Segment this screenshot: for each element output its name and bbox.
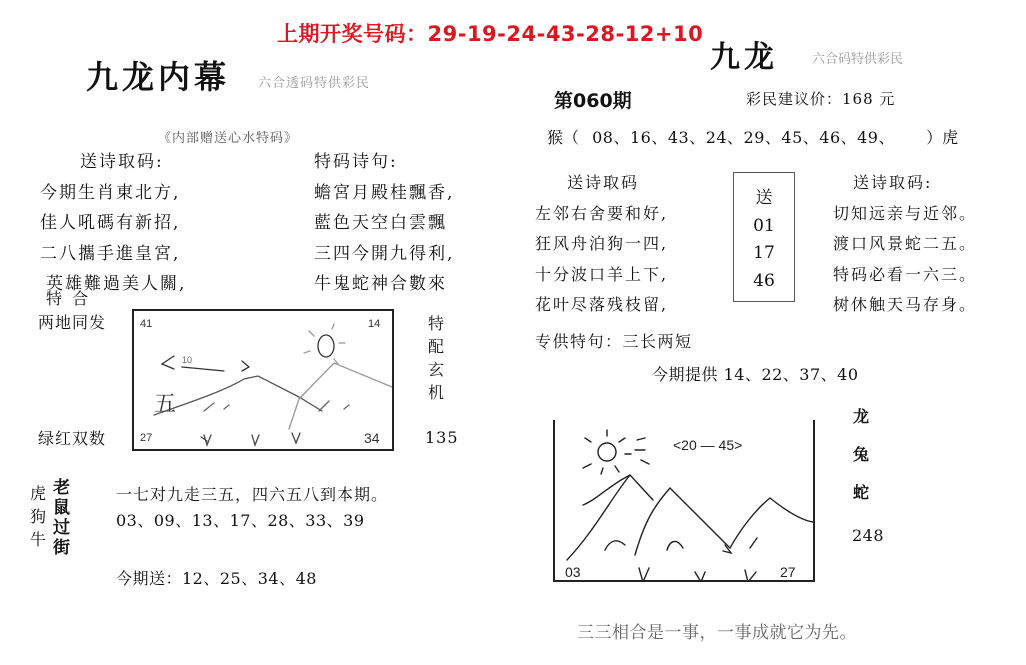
send-number-box: [733, 172, 795, 302]
right-side-vertical: [853, 398, 869, 512]
poem-heading: 特码诗句:: [314, 152, 398, 172]
zodiac-start: 猴（: [547, 128, 580, 147]
side-char: 兔: [853, 445, 870, 464]
side-char: 特: [428, 314, 445, 333]
poem-line: 树休触天马存身。: [833, 295, 978, 314]
right-subtitle: 六合码特供彩民: [812, 52, 904, 67]
poem-line: 花叶尽落残枝留,: [535, 295, 669, 314]
poem-heading: 送诗取码:: [853, 173, 933, 192]
row-top-label: 两地同发: [38, 313, 107, 332]
last-draw-label: 上期开奖号码：: [277, 22, 428, 46]
poem-line: 牛鬼蛇神合數來: [314, 274, 447, 294]
poem-line: 狂风舟泊狗一四,: [535, 234, 669, 253]
suggested-price: 彩民建议价：168 元: [746, 90, 896, 108]
last-draw-banner: [277, 18, 703, 48]
left-poem-send: [40, 147, 186, 300]
poem-heading: 送诗取码:: [80, 152, 164, 172]
left-section-title: 《内部赠送心水特码》: [158, 131, 299, 146]
last-draw-numbers: 29-19-24-43-28-12+10: [427, 22, 704, 46]
special-label: 特 合: [46, 289, 89, 308]
rhyme-char: 虎: [30, 484, 47, 503]
poem-line: 蟾宮月殿桂飄香,: [314, 182, 455, 203]
left-side-vertical: [428, 312, 444, 404]
send-box-number: 17: [753, 243, 775, 264]
provide-line: 今期提供 14、22、37、40: [652, 365, 859, 384]
send-line: 今期送：12、25、34、48: [116, 569, 317, 588]
rhyme-line2: 03、09、13、17、28、33、39: [116, 511, 365, 530]
poem-line: 特码必看一六三。: [833, 264, 978, 284]
poem-line: 二八攜手進皇宮,: [40, 243, 181, 264]
rhyme-col2: [53, 478, 70, 558]
rhyme-char: 街: [53, 538, 70, 558]
poem-line: 左邻右舍要和好,: [535, 203, 669, 223]
right-sketch-drawing: [555, 420, 813, 580]
sketch-corner-tr: 14: [368, 318, 381, 330]
right-sketch: [553, 420, 815, 582]
side-char: 龙: [853, 407, 870, 426]
rhyme-char: 鼠: [53, 498, 70, 518]
rhyme-col1: [30, 482, 46, 551]
poem-line: 切知远亲与近邻。: [833, 203, 978, 223]
zodiac-end: ）虎: [926, 128, 959, 147]
poem-heading: 送诗取码: [567, 173, 640, 192]
row-bottom-label: 绿红双数: [38, 429, 107, 448]
sketch-corner-tl: 41: [140, 318, 153, 330]
send-box-number: 01: [753, 215, 775, 236]
sketch-arrow-text: <20 — 45>: [673, 437, 743, 453]
send-box-title: 送: [755, 187, 773, 208]
poem-line: 今期生肖東北方,: [40, 182, 181, 203]
footer-verse: 三三相合是一事，一事成就它为先。: [577, 623, 857, 643]
right-side-number: 248: [852, 526, 885, 545]
left-side-number: 135: [425, 428, 459, 447]
rhyme-char: 牛: [30, 530, 47, 549]
left-poem-special: [314, 147, 454, 300]
poem-line: 藍色天空白雲飄: [314, 213, 447, 233]
side-char: 玄: [428, 360, 445, 379]
rhyme-line1: 一七对九走三五，四六五八到本期。: [116, 485, 389, 504]
sketch-corner-bl: 27: [140, 432, 153, 444]
left-sketch: [132, 309, 394, 451]
right-poem-left: [535, 168, 668, 321]
send-box-number: 46: [753, 271, 775, 292]
right-poem-right: [833, 168, 977, 321]
poem-line: 渡口风景蛇二五。: [833, 234, 978, 253]
poem-line: 十分波口羊上下,: [535, 264, 669, 284]
sketch-char: 五: [154, 392, 177, 417]
poem-line: 佳人吼碼有新招,: [40, 213, 181, 233]
sketch-corner-br: 34: [364, 430, 380, 446]
poem-line: 英雄難過美人關,: [46, 274, 187, 294]
zodiac-line: [547, 125, 958, 148]
side-char: 机: [428, 383, 445, 402]
rhyme-char: 过: [53, 518, 70, 538]
sketch-arrow-number: 10: [182, 355, 193, 365]
right-title: 九龙: [710, 40, 778, 75]
left-subtitle: 六合透码特供彩民: [258, 76, 371, 91]
rhyme-char: 老: [53, 478, 70, 498]
poem-line: 三四今開九得利,: [314, 243, 455, 264]
special-phrase: 专供特句：三长两短: [535, 332, 693, 351]
rhyme-char: 狗: [30, 507, 47, 526]
side-char: 蛇: [853, 483, 870, 502]
left-title: 九龙内幕: [86, 58, 231, 96]
left-sketch-drawing: [134, 311, 392, 449]
side-char: 配: [428, 337, 445, 356]
sketch-corner-br: 27: [780, 564, 796, 580]
issue-number: 第060期: [554, 90, 632, 112]
sketch-corner-bl: 03: [565, 564, 581, 580]
zodiac-numbers: 08、16、43、24、29、45、46、49、: [592, 128, 895, 147]
